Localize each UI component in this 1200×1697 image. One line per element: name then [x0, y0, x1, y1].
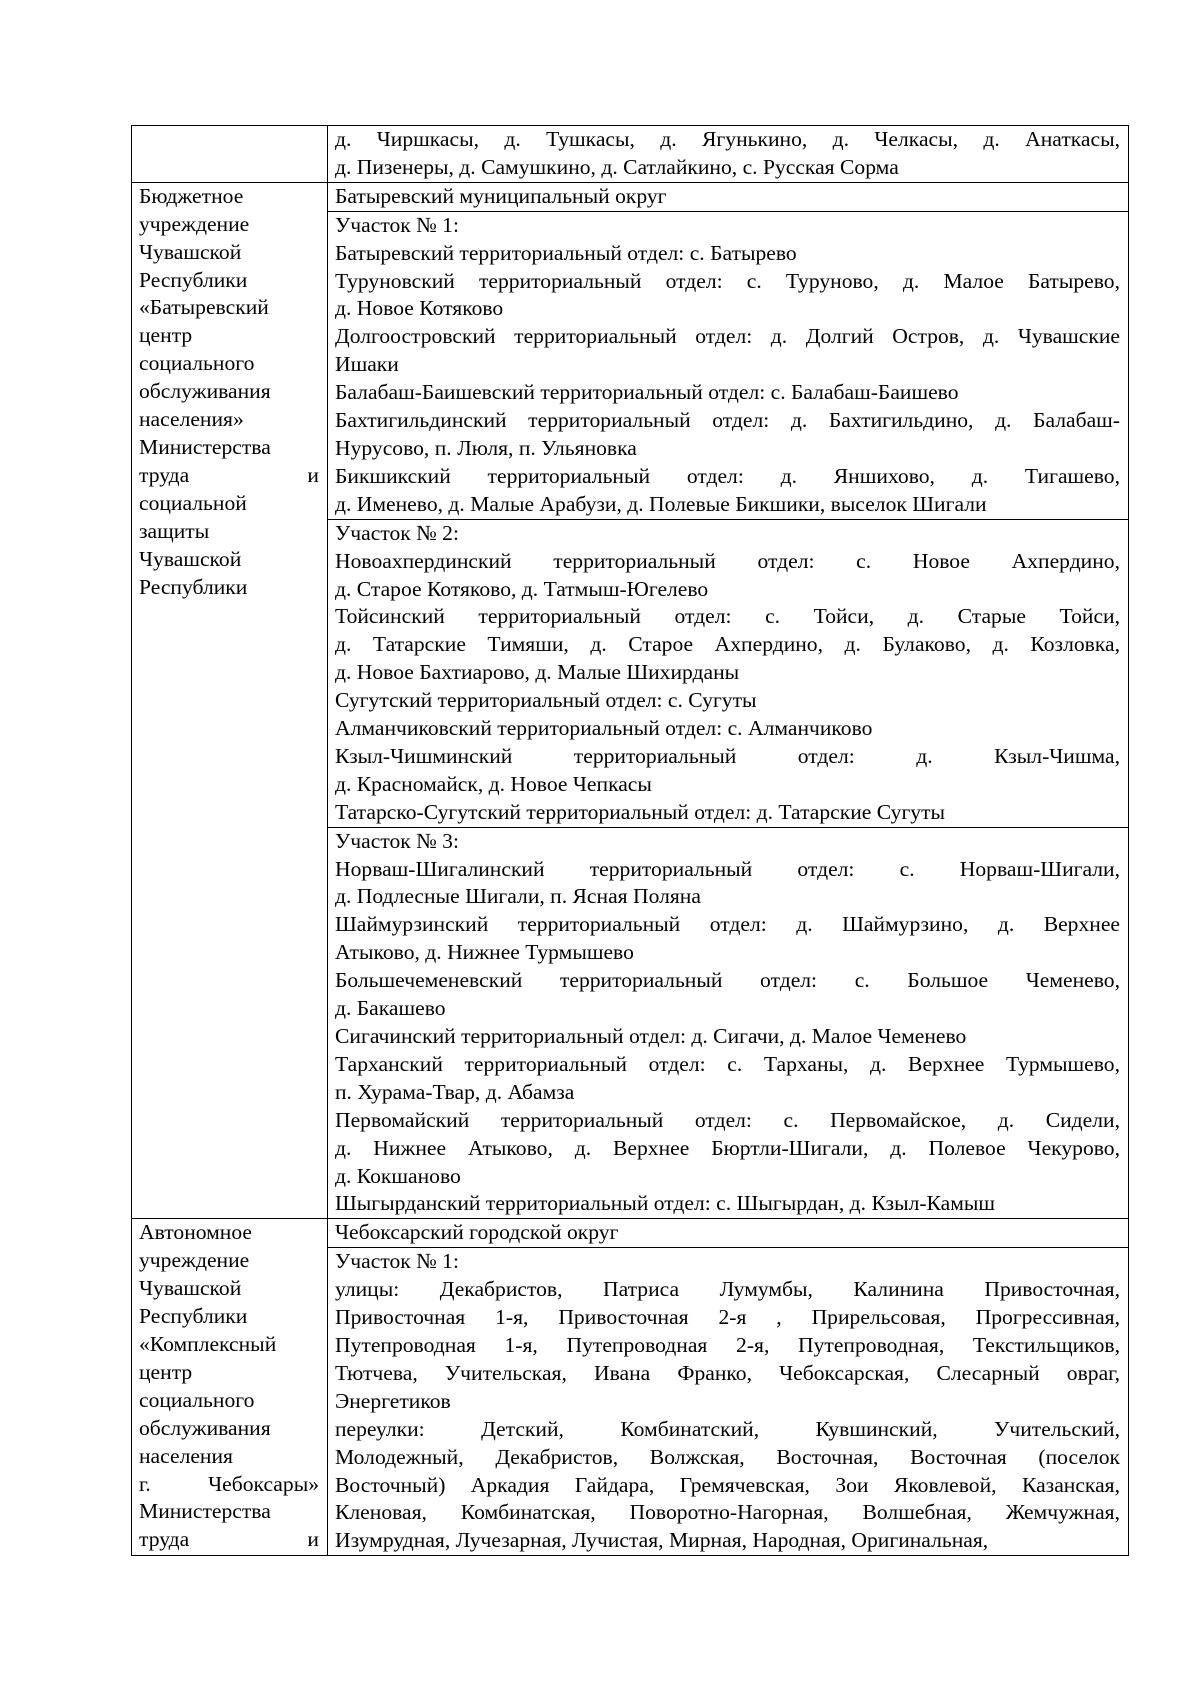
territory-text-line: д. Старое Котяково, д. Татмыш-Югелево [335, 576, 709, 601]
territory-text-line: Изумрудная, Лучезарная, Лучистая, Мирная, Народная, Оригинальная, [335, 1528, 989, 1553]
territory-text-line: улицы: Декабристов, Патриса Лумумбы, Калинина Привосточная, [335, 1277, 1120, 1302]
territory-text-line: д. Новое Бахтиарово, д. Малые Шихирданы [335, 660, 740, 685]
territory-text-line: Нурусово, п. Люля, п. Ульяновка [335, 435, 637, 460]
territory-text-line: д. Именево, д. Малые Арабузи, д. Полевые Бикшики, выселок Шигали [335, 491, 987, 516]
territory-text-line: Татарско-Сугутский территориальный отдел: д. Татарские Сугуты [335, 799, 946, 824]
territory-text-line: Сигачинский территориальный отдел: д. Сигачи, д. Малое Чеменево [335, 1024, 967, 1048]
district-heading-cell [328, 182, 1129, 211]
territory-text-line: Тютчева, Учительская, Ивана Франко, Чебоксарская, Слесарный овраг, [335, 1360, 1120, 1385]
organization-name-cell [132, 182, 328, 1219]
organization-name-line: центр [139, 323, 193, 348]
organization-name-line: учреждение [139, 211, 250, 236]
territory-text-line: Балабаш-Баишевский территориальный отдел: с. Балабаш-Баишево [335, 380, 959, 405]
organization-name-line: обслуживания [139, 379, 271, 404]
territory-text-line: Участок № 3: [335, 828, 459, 853]
organization-name-line: труда и [139, 1527, 319, 1552]
organization-name-cell [132, 1219, 328, 1556]
territory-text-line: Кленовая, Комбинатская, Поворотно-Нагорная, Волшебная, Жемчужная, [335, 1500, 1120, 1525]
territory-text-line: Восточный) Аркадия Гайдара, Гремячевская, Зои Яковлевой, Казанская, [335, 1472, 1120, 1497]
service-area-cell [328, 211, 1129, 519]
organization-name-line: Чувашской [139, 239, 242, 264]
organization-name-line: социального [139, 351, 255, 376]
territory-text-line: Энергетиков [335, 1388, 451, 1413]
organization-name-line: Министерства [139, 1499, 271, 1524]
territory-text-line: Алманчиковский территориальный отдел: с. Алманчиково [335, 716, 873, 741]
territory-text-line: Батыревский территориальный отдел: с. Батырево [335, 240, 797, 265]
organization-name-line: населения» [139, 407, 244, 432]
territory-text-line: д. Чиршкасы, д. Тушкасы, д. Ягунькино, д. Челкасы, д. Анаткасы, [335, 127, 1120, 151]
organization-name-line: Республики [139, 1304, 248, 1329]
table-row [132, 126, 1129, 183]
organization-name-line: социальной [139, 490, 247, 515]
organization-name-line: «Батыревский [139, 295, 269, 320]
territory-text-line: д. Бакашево [335, 996, 446, 1021]
territory-text-line: д. Красномайск, д. Новое Чепкасы [335, 771, 652, 796]
territory-text-line: Молодежный, Декабристов, Волжская, Восточная, Восточная (поселок [335, 1444, 1120, 1469]
territory-text-line: Путепроводная 1-я, Путепроводная 2-я, Путепроводная, Текстильщиков, [335, 1332, 1120, 1357]
service-area-cell [328, 126, 1129, 183]
territory-text-line: Шаймурзинский территориальный отдел: д. Шаймурзино, д. Верхнее [335, 912, 1120, 937]
territory-text-line: Туруновский территориальный отдел: с. Туруново, д. Малое Батырево, [335, 268, 1120, 293]
organization-name-line: Республики [139, 267, 248, 292]
organization-name-line: защиты [139, 518, 210, 543]
territory-text-line: д. Татарские Тимяши, д. Старое Ахпердино, д. Булаково, д. Козловка, [335, 632, 1120, 657]
territory-text-line: Бахтигильдинский территориальный отдел: д. Бахтигильдино, д. Балабаш- [335, 408, 1120, 433]
territory-text-line: д. Кокшаново [335, 1163, 461, 1188]
table-row [132, 182, 1129, 211]
territory-text-line: Первомайский территориальный отдел: с. Первомайское, д. Сидели, [335, 1107, 1120, 1132]
territory-text-line: Большечеменевский территориальный отдел: с. Большое Чеменево, [335, 968, 1120, 993]
organization-name-line: труда и [139, 462, 319, 487]
organization-name-line: социального [139, 1387, 255, 1412]
territory-text-line: Шыгырданский территориальный отдел: с. Шыгырдан, д. Кзыл-Камыш [335, 1191, 996, 1216]
territory-text-line: Новоахпердинский территориальный отдел: с. Новое Ахпердино, [335, 548, 1120, 573]
district-heading-cell [328, 1219, 1129, 1248]
territory-text-line: п. Хурама-Твар, д. Абамза [335, 1079, 575, 1104]
service-area-cell [328, 1248, 1129, 1556]
territory-text-line: Норваш-Шигалинский территориальный отдел: с. Норваш-Шигали, [335, 856, 1120, 881]
territory-text-line: Тойсинский территориальный отдел: с. Тойси, д. Старые Тойси, [335, 604, 1120, 629]
organization-name-line: обслуживания [139, 1415, 271, 1440]
table-row [132, 1219, 1129, 1248]
table-body [132, 126, 1129, 1556]
territory-text-line: д. Подлесные Шигали, п. Ясная Поляна [335, 884, 701, 909]
territory-text-line: Участок № 1: [335, 212, 459, 237]
territory-text-line: Участок № 2: [335, 520, 459, 545]
territory-text-line: Чебоксарский городской округ [335, 1220, 619, 1245]
territory-text-line: д. Нижнее Атыково, д. Верхнее Бюртли-Шигали, д. Полевое Чекурово, [335, 1135, 1120, 1160]
organization-name-line: населения [139, 1443, 233, 1468]
territory-text-line: Тарханский территориальный отдел: с. Тарханы, д. Верхнее Турмышево, [335, 1051, 1120, 1076]
organization-name-line: Министерства [139, 434, 271, 459]
territory-text-line: Сугутский территориальный отдел: с. Сугуты [335, 688, 757, 713]
service-area-cell [328, 519, 1129, 827]
territory-text-line: переулки: Детский, Комбинатский, Кувшинский, Учительский, [335, 1416, 1120, 1441]
organization-name-line: Бюджетное [139, 183, 244, 208]
organization-name-line: «Комплексный [139, 1331, 277, 1356]
territory-text-line: Ишаки [335, 352, 399, 377]
territory-text-line: д. Пизенеры, д. Самушкино, д. Сатлайкино, с. Русская Сорма [335, 154, 899, 179]
organization-name-line: учреждение [139, 1248, 250, 1273]
territory-text-line: Атыково, д. Нижнее Турмышево [335, 940, 634, 965]
territorial-assignment-table [131, 125, 1129, 1556]
territory-text-line: Кзыл-Чишминский территориальный отдел: д. Кзыл-Чишма, [335, 743, 1120, 768]
organization-name-line: Чувашской [139, 1276, 242, 1301]
organization-name-line: г. Чебоксары» [139, 1471, 319, 1496]
territory-text-line: Долгоостровский территориальный отдел: д. Долгий Остров, д. Чувашские [335, 324, 1120, 349]
organization-name-line: центр [139, 1359, 193, 1384]
territory-text-line: Бикшикский территориальный отдел: д. Яншихово, д. Тигашево, [335, 463, 1120, 488]
organization-name-line: Автономное [139, 1220, 253, 1245]
territory-text-line: Участок № 1: [335, 1249, 459, 1274]
territory-text-line: д. Новое Котяково [335, 296, 504, 321]
territory-text-line: Батыревский муниципальный округ [335, 183, 667, 208]
service-area-cell [328, 827, 1129, 1219]
territory-text-line: Привосточная 1-я, Привосточная 2-я , Прирельсовая, Прогрессивная, [335, 1305, 1120, 1330]
organization-name-line: Республики [139, 574, 248, 599]
organization-name-line: Чувашской [139, 546, 242, 571]
organization-cell-continuation [132, 126, 328, 183]
